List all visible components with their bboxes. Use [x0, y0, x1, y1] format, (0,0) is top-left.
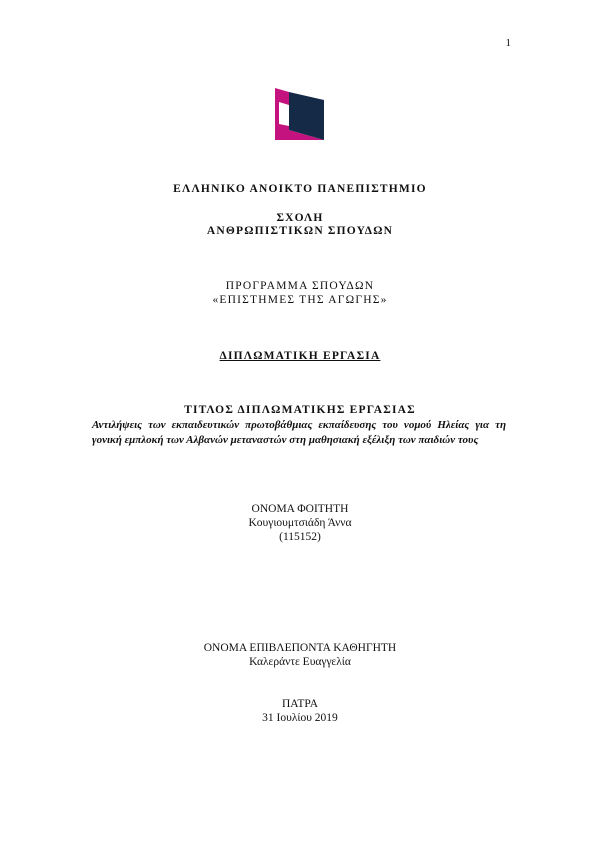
program-label: ΠΡΟΓΡΑΜΜΑ ΣΠΟΥΔΩΝ [225, 280, 375, 292]
supervisor-name: Καλεράντε Ευαγγελία [249, 656, 351, 668]
city: ΠΑΤΡΑ [281, 698, 319, 710]
student-id: (115152) [279, 531, 321, 543]
university-logo-icon [272, 86, 328, 142]
school-label: ΣΧΟΛΗ [276, 212, 324, 224]
supervisor-label: ΟΝΟΜΑ ΕΠΙΒΛΕΠΟΝΤΑ ΚΑΘΗΓΗΤΗ [203, 642, 397, 654]
student-name: Κουγιουμτσιάδη Άννα [248, 517, 352, 529]
program-name: «ΕΠΙΣΤΗΜΕΣ ΤΗΣ ΑΓΩΓΗΣ» [212, 294, 388, 306]
thesis-title-label: ΤΙΤΛΟΣ ΔΙΠΛΩΜΑΤΙΚΗΣ ΕΡΓΑΣΙΑΣ [184, 404, 416, 416]
page-number: 1 [505, 37, 511, 49]
student-label: ΟΝΟΜΑ ΦΟΙΤΗΤΗ [251, 503, 349, 515]
document-type: ΔΙΠΛΩΜΑΤΙΚΗ ΕΡΓΑΣΙΑ [219, 350, 381, 362]
school-name: ΑΝΘΡΩΠΙΣΤΙΚΩΝ ΣΠΟΥΔΩΝ [206, 225, 394, 237]
date: 31 Ιουλίου 2019 [262, 712, 338, 724]
thesis-title: Αντιλήψεις των εκπαιδευτικών πρωτοβάθμιας εκπαίδευσης του νομού Ηλείας για τη γονική εμπλοκή των Αλβανών μεταναστών στη μαθησιακή εξέλιξη των παιδιών τους [92, 419, 506, 446]
university-name: ΕΛΛΗΝΙΚΟ ΑΝΟΙΚΤΟ ΠΑΝΕΠΙΣΤΗΜΙΟ [173, 183, 427, 195]
